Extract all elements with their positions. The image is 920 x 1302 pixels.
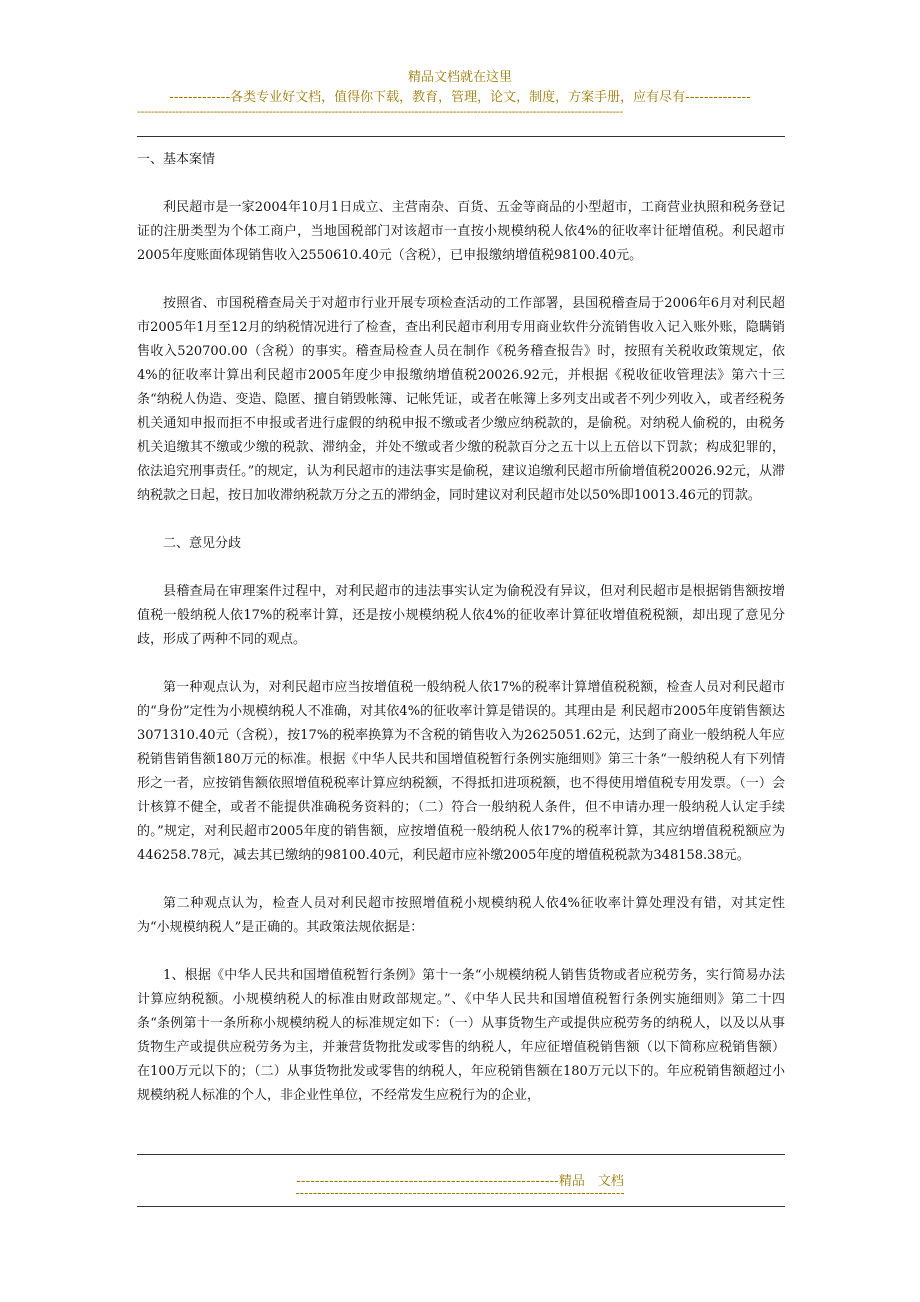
document-body	[137, 148, 785, 1132]
header-dash-line: --------------------------------------------------------------------------------------------------------------------------------------------	[137, 105, 623, 118]
footer-rule	[137, 1154, 785, 1155]
paragraph: 县稽查局在审理案件过程中，对利民超市的违法事实认定为偷税没有异议，但对利民超市是根据销售额按增值税一般纳税人依17%的税率计算，还是按小规模纳税人依4%的征收率计算征收增值税税额，却出现了意见分歧，形成了两种不同的观点。	[137, 584, 785, 647]
footer-label: --------------------------------------------------------精品 文档	[296, 1174, 624, 1189]
paragraph: 第二种观点认为，检查人员对利民超市按照增值税小规模纳税人依4%征收率计算处理没有错，对其定性为“小规模纳税人”是正确的。其政策法规依据是：	[137, 896, 785, 935]
header-tagline: -------------各类专业好文档，值得你下载，教育，管理，论文，制度，方案手册，应有尽有--------------	[169, 90, 751, 105]
section-heading-disagreement: 二、意见分歧	[163, 536, 242, 551]
paragraph: 第一种观点认为，对利民超市应当按增值税一般纳税人依17%的税率计算增值税税额，检查人员对利民超市的“身份”定性为小规模纳税人不准确，对其依4%的征收率计算是错误的。其理由是 利民超市2005年度销售额达3071310.40元（含税），按17%的税率换算为不含税的销售收入为2625051.62元，达到了商业一般纳税人年应税销售销售额180万元的标准。根据《中华人民共和国增值税暂行条例实施细则》第三十条“一般纳税人有下列情形之一者，应按销售额依照增值税税率计算应纳税额，不得抵扣进项税额，也不得使用增值税专用发票。（一）会计核算不健全，或者不能提供准确税务资料的；（二）符合一般纳税人条件，但不申请办理一般纳税人认定手续的。”规定，对利民超市2005年度的销售额，应按增值税一般纳税人依17%的税率计算，其应纳增值税税额应为446258.78元，减去其已缴纳的98100.40元，利民超市应补缴2005年度的增值税税款为348158.38元。	[137, 680, 785, 863]
paragraph: 利民超市是一家2004年10月1日成立、主营南杂、百货、五金等商品的小型超市，工商营业执照和税务登记证的注册类型为个体工商户，当地国税部门对该超市一直按小规模纳税人依4%的征收率计征增值税。利民超市2005年度账面体现销售收入2550610.40元（含税），已申报缴纳增值税98100.40元。	[137, 200, 785, 263]
header-rule	[137, 136, 785, 137]
footer-bottom-rule	[137, 1206, 785, 1207]
footer-dash-line: ----------------------------------------------------------------------------	[295, 1186, 625, 1200]
paragraph: 按照省、市国税稽查局关于对超市行业开展专项检查活动的工作部署，县国税稽查局于2006年6月对利民超市2005年1月至12月的纳税情况进行了检查，查出利民超市利用专用商业软件分流销售收入记入账外账，隐瞒销售收入520700.00（含税）的事实。稽查局检查人员在制作《税务稽查报告》时，按照有关税收政策规定，依4%的征收率计算出利民超市2005年度少申报缴纳增值税20026.92元，并根据《税收征收管理法》第六十三条“纳税人伪造、变造、隐匿、擅自销毁帐簿、记帐凭证，或者在帐簿上多列支出或者不列少列收入，或者经税务机关通知申报而拒不申报或者进行虚假的纳税申报不缴或者少缴应纳税款的，是偷税。对纳税人偷税的，由税务机关追缴其不缴或少缴的税款、滞纳金，并处不缴或者少缴的税款百分之五十以上五倍以下罚款；构成犯罪的，依法追究刑事责任。”的规定，认为利民超市的违法事实是偷税，建议追缴利民超市所偷增值税20026.92元，从滞纳税款之日起，按日加收滞纳税款万分之五的滞纳金，同时建议对利民超市处以50%即10013.46元的罚款。	[137, 296, 785, 503]
section-heading-basic-facts: 一、基本案情	[137, 152, 216, 167]
paragraph: 1、根据《中华人民共和国增值税暂行条例》第十一条“小规模纳税人销售货物或者应税劳务，实行简易办法计算应纳税额。小规模纳税人的标准由财政部规定。”、《中华人民共和国增值税暂行条例实施细则》第二十四条“条例第十一条所称小规模纳税人的标准规定如下：（一）从事货物生产或提供应税劳务的纳税人，以及以从事货物生产或提供应税劳务为主，并兼营货物批发或零售的纳税人，年应征增值税销售额（以下简称应税销售额）在100万元以下的；（二）从事货物批发或零售的纳税人，年应税销售额在180万元以下的。年应税销售额超过小规模纳税人标准的个人，非企业性单位，不经常发生应税行为的企业，	[137, 968, 785, 1103]
header-title: 精品文档就在这里	[407, 70, 512, 85]
